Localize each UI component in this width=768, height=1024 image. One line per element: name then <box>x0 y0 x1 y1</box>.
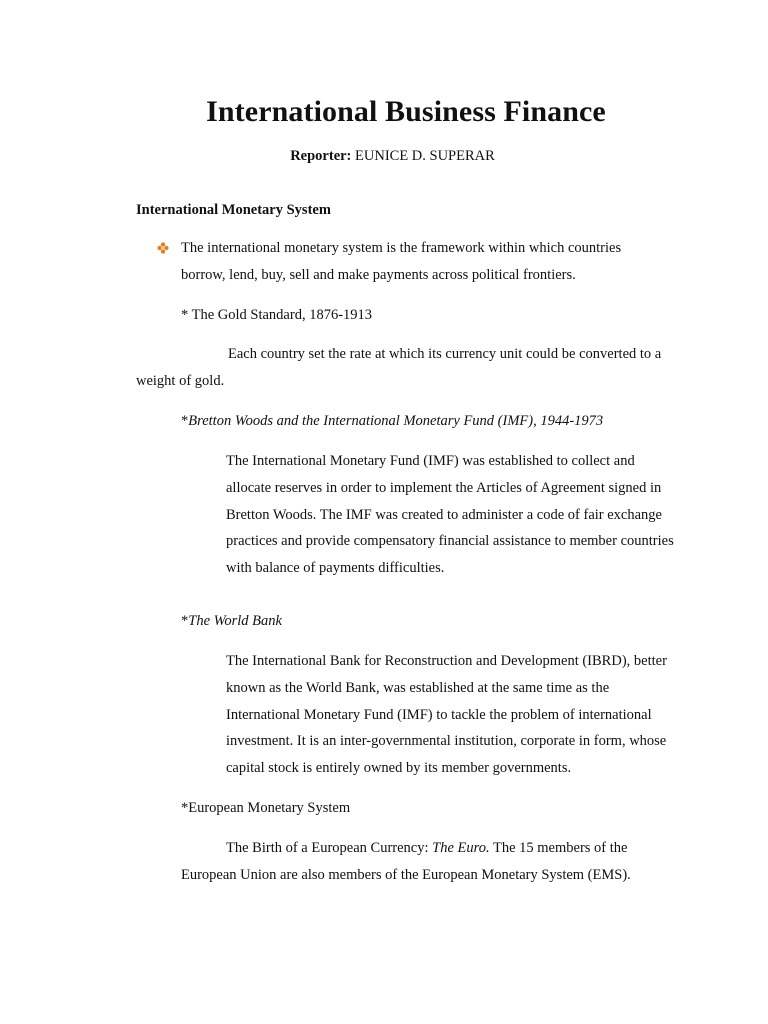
reporter-name: EUNICE D. SUPERAR <box>355 148 495 164</box>
orange-flower-bullet-icon <box>157 242 169 254</box>
ems-description-start: The Birth of a European Currency: <box>226 840 433 856</box>
ems-description <box>181 835 681 889</box>
document-title: International Business Finance <box>206 95 606 128</box>
world-bank-prefix: * <box>181 613 189 629</box>
world-bank-description: The International Bank for Reconstruction and Development (IBRD), better known as the World Bank, was established at the same time as the International Monetary Fund (IMF) to tackle the problem of international investment. It is an inter-governmental institution, corporate in form, whose capital stock is entirely owned by its member governments. <box>226 653 667 777</box>
world-bank-heading <box>181 608 581 635</box>
ems-euro-term: The Euro. <box>432 840 490 856</box>
imf-description: The International Monetary Fund (IMF) was established to collect and allocate reserves in order to implement the Articles of Agreement signed in Bretton Woods. The IMF was created to administer a code of fair exchange practices and provide compensatory financial assistance to member countries with balance of payments difficulties. <box>226 453 674 577</box>
bretton-woods-prefix: * <box>181 413 189 429</box>
world-bank-title: The World Bank <box>188 613 282 629</box>
ems-description-end: The 15 members of the European Union are also members of the European Monetary System (EMS). <box>181 840 631 883</box>
section-heading: International Monetary System <box>136 202 331 218</box>
bretton-woods-heading <box>181 408 681 435</box>
intro-paragraph: The international monetary system is the framework within which countries borrow, lend, buy, sell and make payments across political frontiers. <box>181 240 622 283</box>
gold-standard-description: Each country set the rate at which its currency unit could be converted to a weight of gold. <box>136 346 662 389</box>
bretton-woods-title: Bretton Woods and the International Monetary Fund (IMF), 1944-1973 <box>188 413 604 429</box>
gold-standard-heading: * The Gold Standard, 1876-1913 <box>181 307 373 323</box>
reporter-line <box>0 146 768 166</box>
ems-heading: *European Monetary System <box>181 800 351 816</box>
reporter-label: Reporter: <box>290 148 352 164</box>
